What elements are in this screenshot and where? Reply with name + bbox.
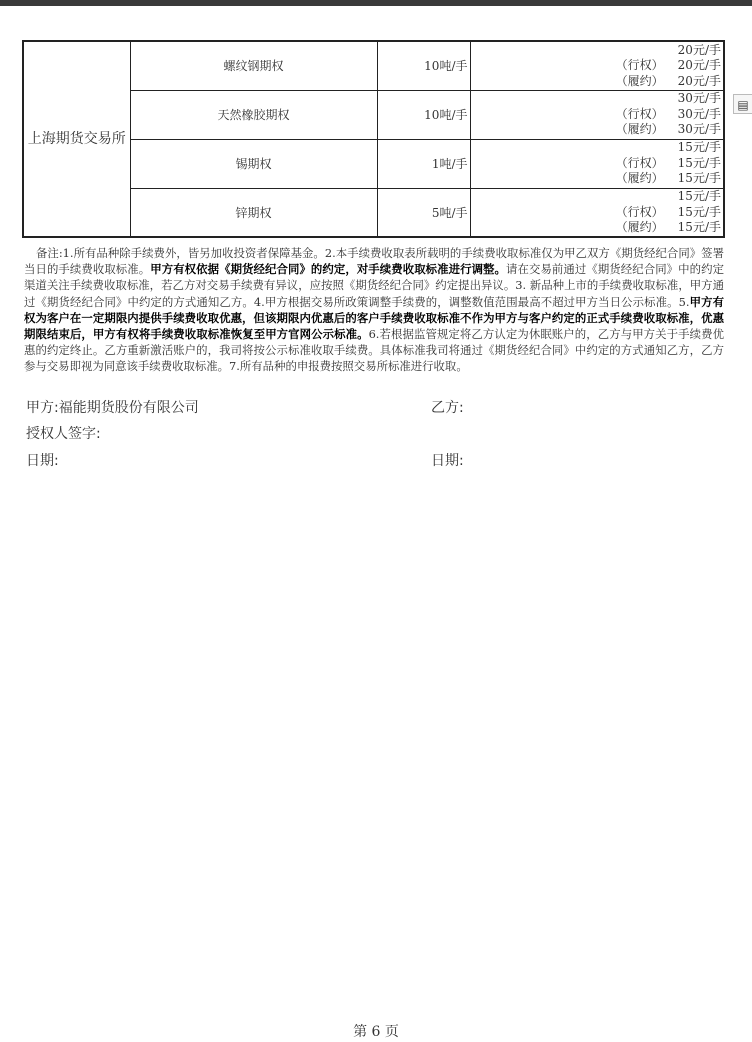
exchange-name: 上海期货交易所 [23,41,130,237]
remarks-bold-2: 甲方有权为客户在一定期限内提供手续费收取优惠，但该期限内优惠后的客户手续费收取标准不作为甲方与客户约定的正式手续费收取标准，优惠期限结束后，甲方有权将手续费收取标准恢复至甲方官网公示标准。 [24,294,724,342]
contract-unit: 5吨/手 [377,188,470,237]
trade-fee: 15元/手 [677,189,721,203]
exercise-label: （行权） [615,106,664,121]
exercise-fee: 15元/手 [677,204,721,219]
trade-fee: 20元/手 [677,42,721,57]
product-name: 螺纹钢期权 [130,41,377,90]
remarks-text-3: 6.若根据监管规定将乙方认定为休眠账户的，乙方与甲方关于手续费优惠的约定终止。乙方重新激活账户的，我司将按公示标准收取手续费。具体标准我司将通过《期货经纪合同》中约定的方式通知乙方，乙方参与交易即视为同意该手续费收取标准。7.所有品种的申报费按照交易所标准进行收取。 [24,327,724,374]
perform-label: （履约） [615,73,664,88]
fee-cell [470,90,724,139]
contract-unit: 10吨/手 [377,41,470,90]
date-a-label: 日期: [26,453,59,469]
perform-label: （履约） [615,220,664,234]
perform-label: （履约） [615,171,664,186]
date-b-label: 日期: [431,453,464,469]
exercise-label: （行权） [615,58,664,72]
perform-label: （履约） [615,122,664,137]
remarks-bold-1: 甲方有权依据《期货经纪合同》的约定，对手续费收取标准进行调整。 [150,262,507,277]
remarks-text-2: 请在交易前通过《期货经纪合同》中的约定渠道关注手续费收取标准，若乙方对交易手续费有异议，应按照《期货经纪合同》约定提出异议。3. 新品种上市的手续费收取标准，甲方通过《期货经纪合同》中约定的方式通知乙方。4.甲方根据交易所政策调整手续费的，调整数值范围最高不超过甲方当日公示标准。5. [24,262,724,309]
table-row [23,41,724,90]
exercise-label: （行权） [615,204,664,219]
exercise-fee: 15元/手 [677,155,721,170]
page-number: 第 6 页 [353,1024,399,1040]
perform-fee: 15元/手 [677,220,721,234]
fee-cell [470,139,724,188]
contract-unit: 1吨/手 [377,139,470,188]
exercise-fee: 20元/手 [677,58,721,72]
remarks-text-1: 备注:1.所有品种除手续费外，皆另加收投资者保障基金。2.本手续费收取表所载明的手续费收取标准仅为甲乙双方《期货经纪合同》签署当日的手续费收取标准。 [24,246,724,277]
exercise-fee: 30元/手 [677,106,721,121]
comment-icon[interactable]: ▤ [733,94,752,114]
authorized-signature-label: 授权人签字: [26,426,101,442]
exercise-label: （行权） [615,155,664,170]
product-name: 锌期权 [130,188,377,237]
top-bar [0,0,752,6]
perform-fee: 30元/手 [677,122,721,137]
fee-cell [470,41,724,90]
remarks-paragraph [24,245,724,375]
trade-fee: 15元/手 [677,140,721,155]
product-name: 锡期权 [130,139,377,188]
party-b-label: 乙方: [431,400,464,416]
fee-cell [470,188,724,237]
contract-unit: 10吨/手 [377,90,470,139]
fee-table [22,40,725,238]
perform-fee: 20元/手 [677,73,721,88]
perform-fee: 15元/手 [677,171,721,186]
party-a-label: 甲方:福能期货股份有限公司 [26,400,199,416]
product-name: 天然橡胶期权 [130,90,377,139]
trade-fee: 30元/手 [677,91,721,106]
